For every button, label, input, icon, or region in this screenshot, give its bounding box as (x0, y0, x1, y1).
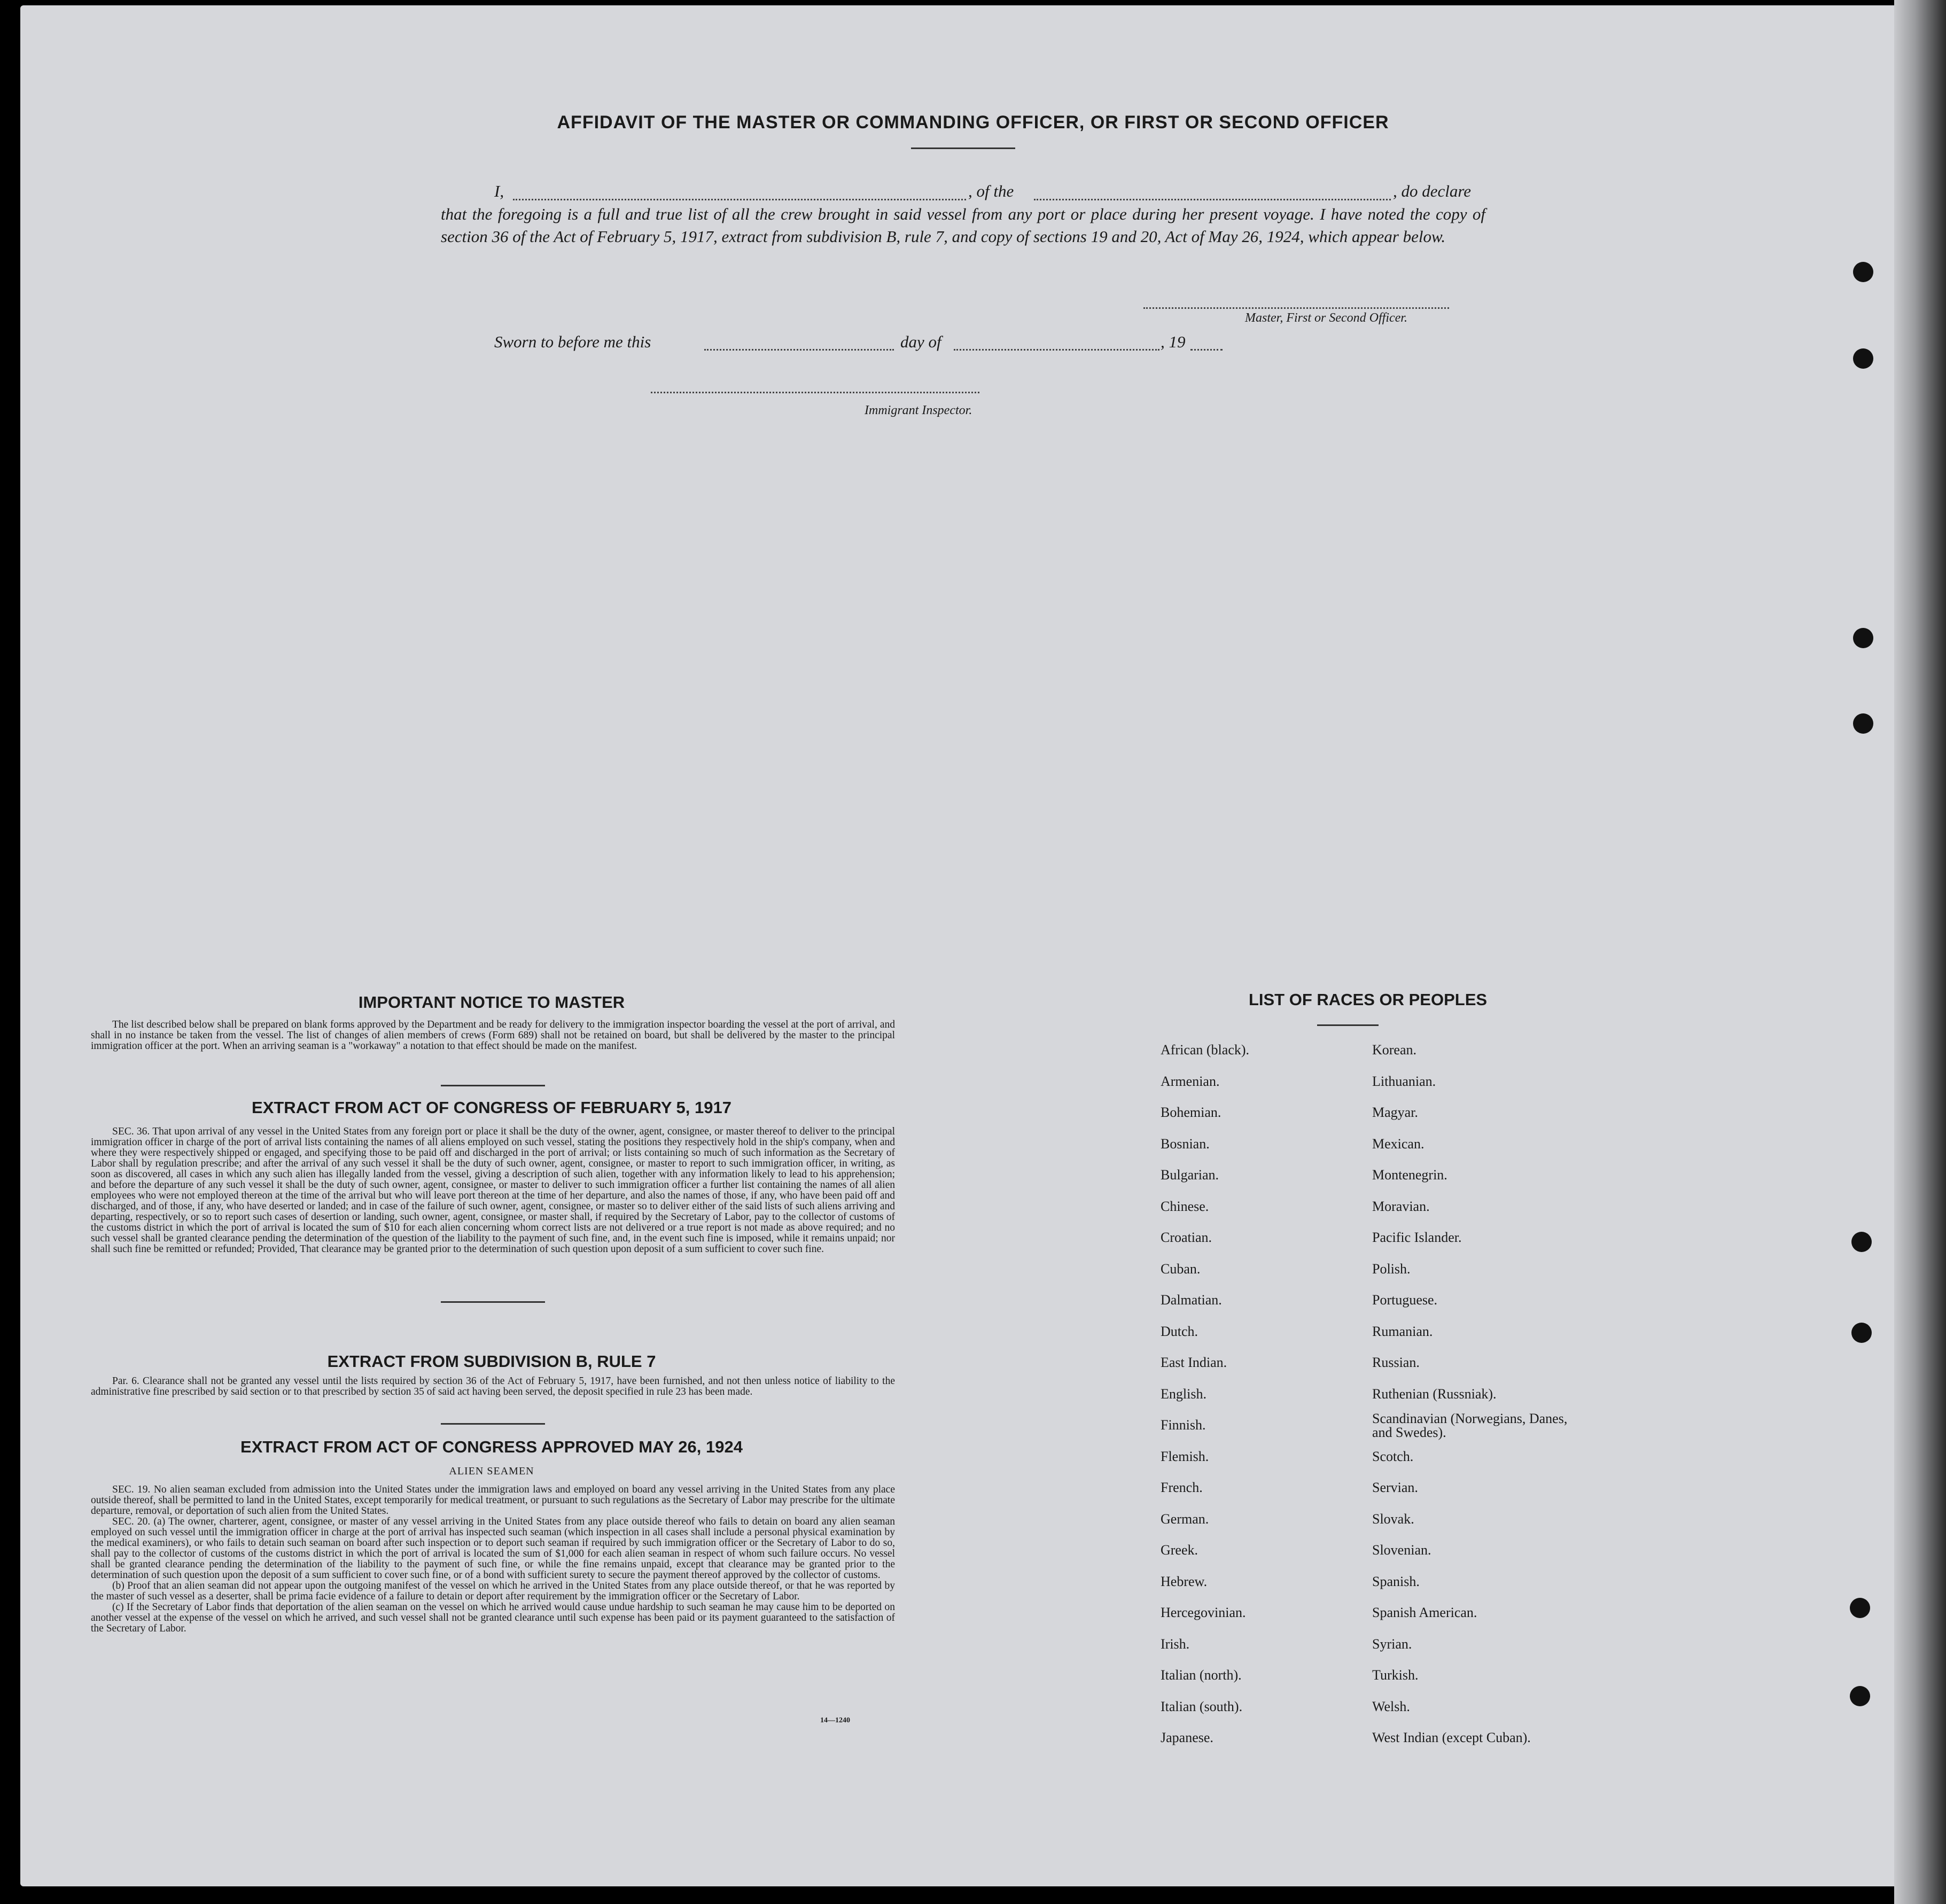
punch-hole (1851, 1323, 1872, 1343)
race-item: Servian. (1372, 1480, 1418, 1495)
sec19-paragraph: SEC. 19. No alien seaman excluded from admission into the United States under the immigration laws and employed on board any vessel arriving in the United States from any place outside thereof, shall be permitted to land in the United States, except temporarily for medical treatment, or pursuant to such regulations as the Secretary of Labor may prescribe for the ultimate departure, removal, or deportation of such alien from the United States. (91, 1484, 895, 1517)
inspector-signature-field[interactable] (651, 392, 979, 393)
race-item: German. (1161, 1511, 1209, 1527)
race-item: Magyar. (1372, 1105, 1418, 1120)
race-item: Hebrew. (1161, 1573, 1208, 1589)
race-item: West Indian (except Cuban). (1372, 1730, 1531, 1745)
race-item: Portuguese. (1372, 1292, 1438, 1308)
races-title-underline (1317, 1024, 1379, 1026)
race-item: Scandinavian (Norwegians, Danes, and Swedes). (1372, 1411, 1568, 1440)
race-item: Bohemian. (1161, 1105, 1221, 1120)
sworn-day-label: day of (900, 332, 941, 351)
sworn-year-label: , 19 (1161, 332, 1186, 351)
race-item: Ruthenian (Russniak). (1372, 1386, 1497, 1402)
race-item: Scotch. (1372, 1448, 1414, 1464)
race-item: Slovenian. (1372, 1542, 1431, 1558)
race-item: French. (1161, 1480, 1203, 1495)
sec20a-paragraph: SEC. 20. (a) The owner, charterer, agent, consignee, or master of any vessel arriving in the United States from any place outside thereof who fails to detain on board any alien seaman employed on such vessel until the immigration officer in charge at the port of arrival has inspected such seaman (which inspection in all cases shall include a personal physical examination by the medical examiners), or who fails to detain such seaman on board after such inspection or to deport such seaman if required by such immigration officer or the Secretary of Labor to do so, shall pay to the collector of customs of the customs district in which the port of arrival is located the sum of $1,000 for each alien seaman in respect of whom such failure occurs. No vessel shall be granted clearance pending the determination of the liability to the payment of such fine, or while the fine remains unpaid, except that clearance may be granted prior to the determination of such question upon the deposit of a sum sufficient to cover such fine, or of a bond with sufficient surety to secure the payment thereof approved by the collector of customs. (91, 1516, 895, 1581)
race-item: Moravian. (1372, 1198, 1430, 1214)
extract-1924-subtitle: ALIEN SEAMEN (449, 1465, 534, 1477)
race-item: Spanish American. (1372, 1605, 1477, 1620)
notice-text (91, 1020, 895, 1052)
race-item: Welsh. (1372, 1698, 1410, 1714)
race-item: Syrian. (1372, 1636, 1412, 1652)
race-item: East Indian. (1161, 1355, 1227, 1370)
extract-1917-text (91, 1126, 895, 1255)
race-item: Turkish. (1372, 1667, 1419, 1683)
page-edge (1894, 0, 1946, 1904)
affidavit-i-label: I, (494, 182, 504, 200)
section-divider (441, 1423, 545, 1425)
races-title: LIST OF RACES OR PEOPLES (1248, 990, 1488, 1009)
race-item: Irish. (1161, 1636, 1190, 1652)
punch-hole (1853, 713, 1873, 734)
race-item: Croatian. (1161, 1230, 1212, 1245)
extract-1917-title: EXTRACT FROM ACT OF CONGRESS OF FEBRUARY 5, 1917 (252, 1098, 731, 1117)
race-item: Pacific Islander. (1372, 1230, 1462, 1245)
affidavit-declare-label: , do declare (1393, 182, 1472, 200)
rule7-paragraph: Par. 6. Clearance shall not be granted any vessel until the lists required by section 36 of the Act of February 5, 1917, have been furnished, and not then unless notice of liability to the administrative fine prescribed by said section or to that prescribed by section 35 of said act having been served, the deposit specified in rule 23 has been made. (91, 1375, 895, 1397)
section-divider (441, 1085, 545, 1086)
notice-title: IMPORTANT NOTICE TO MASTER (358, 993, 625, 1012)
race-item: Hercegovinian. (1161, 1605, 1246, 1620)
affidavit-of-label: , of the (968, 182, 1014, 200)
race-item: Mexican. (1372, 1136, 1425, 1152)
extract-1924-text (91, 1485, 895, 1634)
race-item: Montenegrin. (1372, 1167, 1447, 1183)
master-name-field[interactable] (513, 199, 966, 200)
sworn-label: Sworn to before me this (494, 332, 651, 351)
notice-paragraph: The list described below shall be prepared on blank forms approved by the Department and be ready for delivery to the immigration inspector boarding the vessel at the port of arrival, and shall in no instance be taken from the vessel. The list of changes of alien members of crews (Form 689) shall not be retained on board, but shall be delivered by the master to the principal immigration officer at the port. When an arriving seaman is a "workaway" a notation to that effect should be made on the manifest. (91, 1019, 895, 1052)
race-item: Italian (south). (1161, 1698, 1243, 1714)
race-item: Japanese. (1161, 1730, 1213, 1745)
race-item: Dalmatian. (1161, 1292, 1222, 1308)
affidavit-title: AFFIDAVIT OF THE MASTER OR COMMANDING OFFICER, OR FIRST OR SECOND OFFICER (557, 112, 1389, 133)
section-divider (441, 1301, 545, 1303)
punch-hole (1853, 262, 1873, 282)
race-item: English. (1161, 1386, 1206, 1402)
race-item: Rumanian. (1372, 1323, 1433, 1339)
race-item: African (black). (1161, 1042, 1250, 1058)
race-item: Lithuanian. (1372, 1073, 1436, 1089)
race-item: Flemish. (1161, 1448, 1209, 1464)
race-item: Finnish. (1161, 1417, 1206, 1433)
punch-hole (1853, 628, 1873, 648)
punch-hole (1851, 1232, 1872, 1252)
race-item: Korean. (1372, 1042, 1417, 1058)
race-item: Russian. (1372, 1355, 1420, 1370)
sworn-year-field[interactable] (1190, 349, 1223, 351)
sworn-day-field[interactable] (704, 349, 894, 351)
race-item: Slovak. (1372, 1511, 1414, 1527)
extract-1917-paragraph: SEC. 36. That upon arrival of any vessel in the United States from any foreign port or place it shall be the duty of the owner, agent, consignee, or master thereof to deliver to the principal immigration officer in charge of the port of arrival lists containing the names of all aliens employed on such vessel, stating the positions they respectively hold in the ship's company, when and where they were respectively shipped or engaged, and specifying those to be paid off and discharged in the port of arrival; or lists containing so much of such information as the Secretary of Labor shall by regulation prescribe; and after the arrival of any such vessel it shall be the duty of such owner, agent, consignee, or master to report to such immigration officer, in writing, as soon as discovered, all cases in which any such alien has illegally landed from the vessel, giving a description of such alien, together with any information likely to lead to his apprehension; and before the departure of any such vessel it shall be the duty of such owner, agent, consignee, or master to deliver to such immigration officer a further list containing the names of all alien employees who were not employed thereon at the time of the arrival but who will leave port thereon at the time of her departure, and also the names of those, if any, who have been paid off and discharged, and of those, if any, who have deserted or landed; and in case of the failure of such owner, agent, consignee, or master so to deliver either of the said lists of such aliens arriving and departing, respectively, or so to report such cases of desertion or landing, such owner, agent, consignee, or master shall, if required by the Secretary of Labor, pay to the collector of customs of the customs district in which the port of arrival is located the sum of $10 for each alien concerning whom correct lists are not delivered or a true report is not made as above required; and no such vessel shall be granted clearance pending the determination of the question of the liability to the payment of such fine, and, in the event such fine is imposed, while it remains unpaid; nor shall such fine be remitted or refunded; Provided, That clearance may be granted prior to the determination of such question upon deposit of a sum sufficient to cover such fine. (91, 1126, 895, 1255)
race-item: Cuban. (1161, 1261, 1201, 1277)
race-item: Armenian. (1161, 1073, 1220, 1089)
sec20b-paragraph: (b) Proof that an alien seaman did not appear upon the outgoing manifest of the vessel on which he arrived in the United States from any place outside thereof, or that he was reported by the master of such vessel as a deserter, shall be prima facie evidence of a failure to detain or deport after requirement by the immigration officer or the Secretary of Labor. (91, 1580, 895, 1602)
race-item: Italian (north). (1161, 1667, 1242, 1683)
extract-1924-title: EXTRACT FROM ACT OF CONGRESS APPROVED MAY 26, 1924 (240, 1437, 743, 1456)
sec20c-paragraph: (c) If the Secretary of Labor finds that deportation of the alien seaman on the vessel on which he arrived would cause undue hardship to such seaman he may cause him to be deported on another vessel at the expense of the vessel on which he arrived, and such vessel shall not be granted clearance until such expense has been paid or its payment guaranteed to the satisfaction of the Secretary of Labor. (91, 1602, 895, 1634)
race-item: Dutch. (1161, 1323, 1198, 1339)
race-item: Bosnian. (1161, 1136, 1210, 1152)
race-item: Chinese. (1161, 1198, 1209, 1214)
punch-hole (1853, 348, 1873, 369)
signature-label: Master, First or Second Officer. (1245, 311, 1407, 325)
race-item: Bulgarian. (1161, 1167, 1219, 1183)
rule7-title: EXTRACT FROM SUBDIVISION B, RULE 7 (327, 1352, 656, 1371)
sworn-month-field[interactable] (954, 349, 1159, 351)
master-signature-field[interactable] (1143, 307, 1449, 309)
title-underline (911, 147, 1015, 149)
race-item: Polish. (1372, 1261, 1411, 1277)
race-item: Spanish. (1372, 1573, 1420, 1589)
race-item: Greek. (1161, 1542, 1198, 1558)
punch-hole (1850, 1686, 1870, 1706)
inspector-label: Immigrant Inspector. (865, 403, 972, 417)
rule7-text (91, 1376, 895, 1397)
vessel-name-field[interactable] (1034, 199, 1391, 200)
punch-hole (1850, 1598, 1870, 1618)
affidavit-body: that the foregoing is a full and true list of all the crew brought in said vessel from any port or place during her present voyage. I have noted the copy of section 36 of the Act of February 5, 1917, extract from subdivision B, rule 7, and copy of sections 19 and 20, Act of May 26, 1924, which appear below. (441, 205, 1485, 246)
form-number: 14—1240 (820, 1716, 850, 1724)
